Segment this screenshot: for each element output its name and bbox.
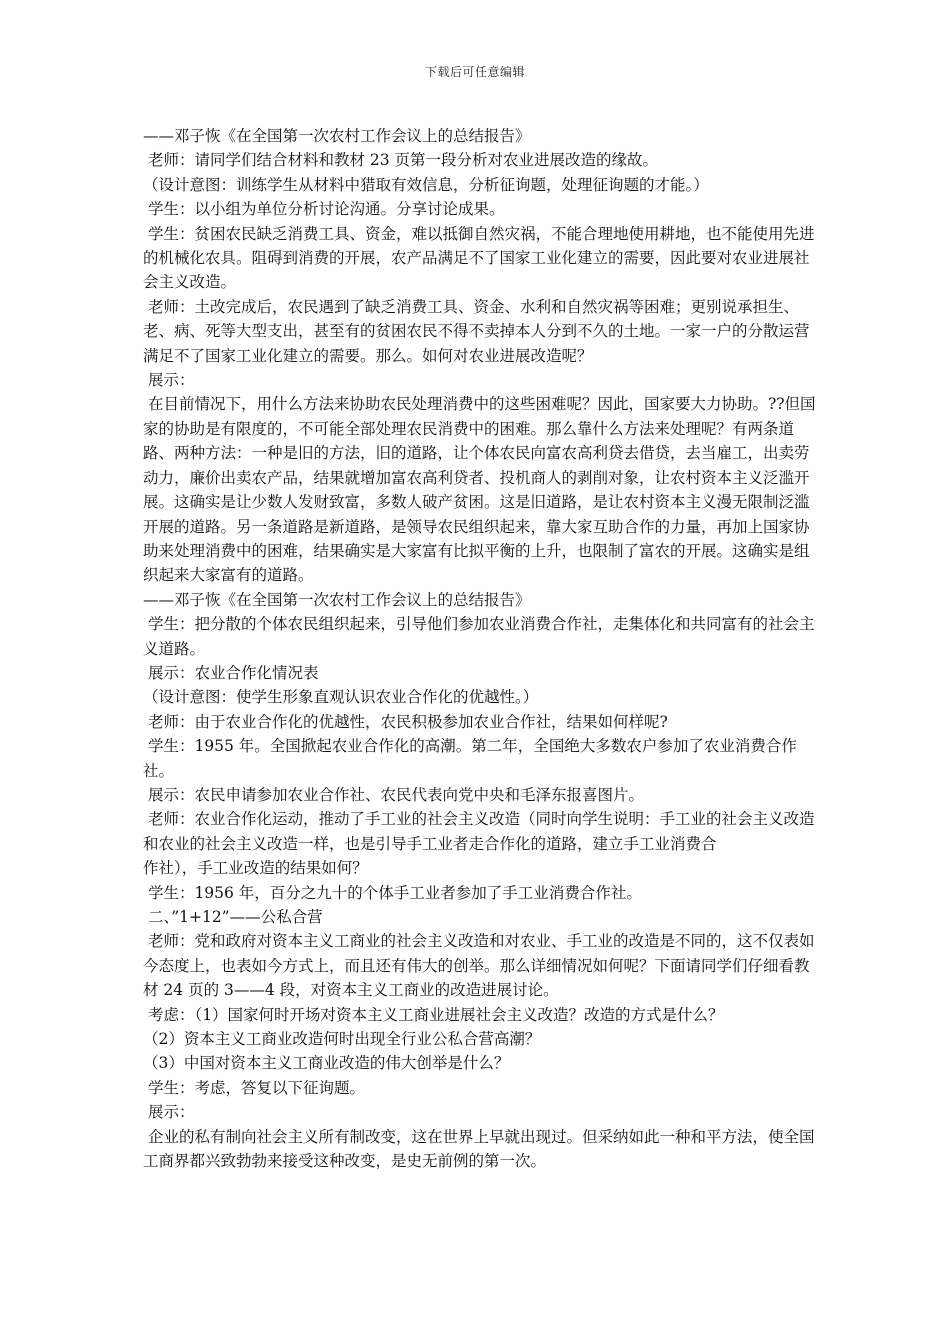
teacher-line: 老师：由于农业合作化的优越性，农民积极参加农业合作社，结果如何样呢? — [143, 712, 668, 731]
quote-attribution: ——邓子恢《在全国第一次农村工作会议上的总结报告》 — [143, 127, 531, 145]
teacher-line: 老师：农业合作化运动，推动了手工业的社会主义改造（同时向学生说明：手工业的社会主义改造和农业的社会主义改造一样，也是引导手工业者走合作化的道路，建立手工业消费合 — [143, 810, 815, 853]
teacher-line: 老师：土改完成后，农民遇到了缺乏消费工具、资金、水利和自然灾祸等困难；更别说承担生、老、病、死等大型支出，甚至有的贫困农民不得不卖掉本人分到不久的土地。一家一户的分散运营满足不了国家工业化建立的需要。那么。如何对农业进展改造呢？ — [143, 297, 810, 365]
question-item: （2）资本主义工商业改造何时出现全行业公私合营高潮？ — [143, 1030, 541, 1049]
display-line: 展示：农业合作化情况表 — [143, 663, 319, 682]
display-line: 展示：农民申请参加农业合作社、农民代表向党中央和毛泽东报喜图片。 — [143, 785, 644, 804]
student-line: 学生：考虑，答复以下征询题。 — [143, 1078, 365, 1097]
teacher-line: 老师：党和政府对资本主义工商业的社会主义改造和对农业、手工业的改造是不同的，这不仅表如今态度上，也表如今方式上，而且还有伟大的创举。那么详细情况如何呢？下面请同学们仔细看教材 24 页的 3——4 段，对资本主义工商业的改造进展讨论。 — [143, 932, 815, 1000]
quote-attribution: ——邓子恢《在全国第一次农村工作会议上的总结报告》 — [143, 590, 531, 609]
quoted-material: 企业的私有制向社会主义所有制改变，这在世界上早就出现过。但采纳如此一种和平方法，使全国工商界都兴致勃勃来接受这种改变，是史无前例的第一次。 — [143, 1127, 815, 1171]
section-heading: 二、”1+12”——公私合营 — [143, 908, 323, 926]
design-intent-note: （设计意图：训练学生从材料中猎取有效信息，分析征询题，处理征询题的才能。） — [143, 175, 709, 194]
display-label: 展示： — [143, 1103, 195, 1122]
teacher-line-continued: 作社），手工业改造的结果如何？ — [143, 859, 368, 878]
student-line: 学生：以小组为单位分析讨论沟通。分享讨论成果。 — [143, 200, 505, 219]
student-line: 学生：1955 年。全国掀起农业合作化的高潮。第二年，全国绝大多数农户参加了农业消费合作社。 — [143, 737, 797, 780]
student-line: 学生：1956 年，百分之九十的个体手工业者参加了手工业消费合作社。 — [143, 883, 642, 902]
question-item: 考虑：（1）国家何时开场对资本主义工商业进展社会主义改造？改造的方式是什么？ — [143, 1005, 724, 1024]
teacher-line: 老师：请同学们结合材料和教材 23 页第一段分析对农业进展改造的缘故。 — [143, 151, 659, 170]
document-body — [143, 124, 816, 1173]
page-header: 下载后可任意编辑 — [424, 65, 525, 79]
display-label: 展示： — [143, 371, 195, 390]
quoted-material: 在目前情况下，用什么方法来协助农民处理消费中的这些困难呢？因此，国家要大力协助。??但国家的协助是有限度的，不可能全部处理农民消费中的困难。那么靠什么方法来处理呢？有两条道路、两种方法：一种是旧的方法，旧的道路，让个体农民向富农高利贷去借贷，去当雇工，出卖劳动力，廉价出卖农产品，结果就增加富农高利贷者、投机商人的剥削对象，让农村资本主义泛滥开展。这确实是让少数人发财致富，多数人破产贫困。这是旧道路，是让农村资本主义漫无限制泛滥开展的道路。另一条道路是新道路，是领导农民组织起来，靠大家互助合作的力量，再加上国家协助来处理消费中的困难，结果确实是大家富有比拟平衡的上升，也限制了富农的开展。这确实是组织起来大家富有的道路。 — [143, 395, 816, 585]
design-intent-note: （设计意图：使学生形象直观认识农业合作化的优越性。） — [143, 688, 539, 707]
question-item: （3）中国对资本主义工商业改造的伟大创举是什么？ — [143, 1054, 510, 1073]
student-line: 学生：贫困农民缺乏消费工具、资金，难以抵御自然灾祸，不能合理地使用耕地，也不能使用先进的机械化农具。阻碍到消费的开展，农产品满足不了国家工业化建立的需要，因此要对农业进展社会主义改造。 — [143, 224, 815, 292]
student-line: 学生：把分散的个体农民组织起来，引导他们参加农业消费合作社，走集体化和共同富有的社会主义道路。 — [143, 615, 815, 658]
